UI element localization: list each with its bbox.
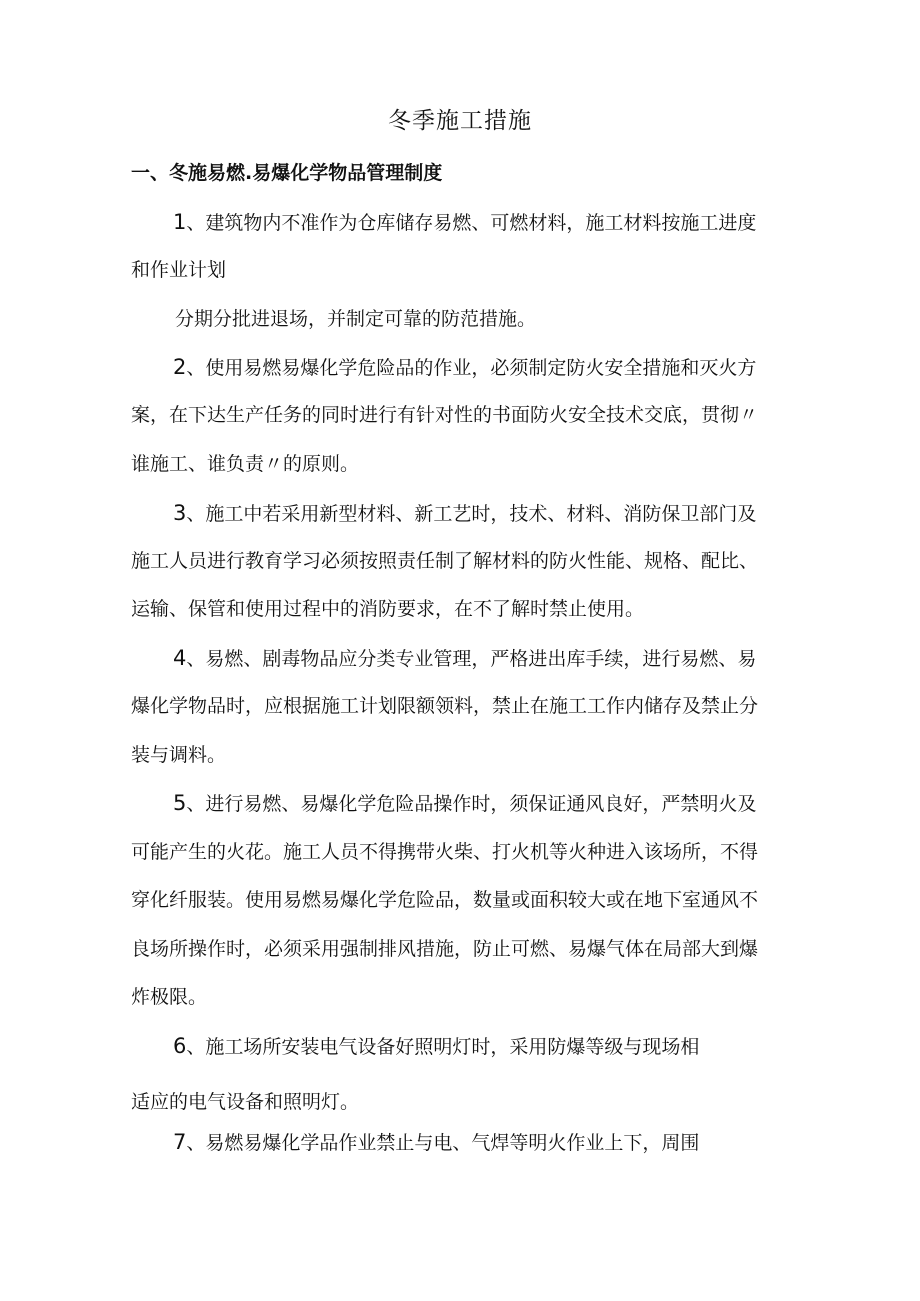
paragraph-1-line-2: 和作业计划 [131, 259, 227, 281]
paragraph-4-line-1 [173, 643, 756, 674]
paragraph-6-line-2: 适应的电气设备和照明灯。 [131, 1091, 360, 1113]
paragraph-5-number: 5 [173, 791, 187, 815]
paragraph-2-line-2: 案，在下达生产任务的同时进行有针对性的书面防火安全技术交底，贯彻〃 [131, 404, 759, 426]
paragraph-5-line-2: 可能产生的火花。施工人员不得携带火柴、打火机等火种进入该场所，不得 [131, 841, 759, 863]
paragraph-3-number: 3 [173, 501, 187, 525]
paragraph-3-text: 、施工中若采用新型材料、新工艺时，技术、材料、消防保卫部门及 [186, 503, 757, 525]
paragraph-3-line-1 [173, 498, 756, 529]
paragraph-2-line-1 [173, 352, 756, 383]
section-heading: 一、冬施易燃.易爆化学物品管理制度 [131, 162, 443, 184]
paragraph-2-number: 2 [173, 355, 187, 379]
paragraph-3-line-2: 施工人员进行教育学习必须按照责任制了解材料的防火性能、规格、配比、 [131, 550, 759, 572]
paragraph-5-line-1 [173, 788, 756, 819]
paragraph-7-text: 、易燃易爆化学品作业禁止与电、气焊等明火作业上下，周围 [186, 1132, 700, 1154]
paragraph-1-line-1 [173, 207, 756, 238]
paragraph-6-line-1 [173, 1031, 699, 1062]
paragraph-1-number: 1 [173, 210, 187, 234]
paragraph-5-text: 、进行易燃、易爆化学危险品操作时，须保证通风良好，严禁明火及 [186, 793, 757, 815]
paragraph-6-number: 6 [173, 1034, 187, 1058]
paragraph-5-line-3: 穿化纤服装。使用易燃易爆化学危险品，数量或面积较大或在地下室通风不 [131, 889, 759, 911]
paragraph-7-number: 7 [173, 1130, 187, 1154]
paragraph-1-line-3: 分期分批进退场，并制定可靠的防范措施。 [175, 308, 537, 330]
paragraph-1-text: 、建筑物内不准作为仓库储存易燃、可燃材料，施工材料按施工进度 [186, 212, 757, 234]
paragraph-5-line-5: 炸极限。 [131, 986, 208, 1008]
paragraph-7-line-1 [173, 1127, 699, 1158]
paragraph-4-text: 、易燃、剧毒物品应分类专业管理，严格进出库手续，进行易燃、易 [186, 648, 757, 670]
paragraph-4-line-3: 装与调料。 [131, 744, 227, 766]
paragraph-2-line-3: 谁施工、谁负责〃的原则。 [131, 453, 360, 475]
document-title: 冬季施工措施 [388, 108, 532, 134]
paragraph-5-line-4: 良场所操作时，必须采用强制排风措施，防止可燃、易爆气体在局部大到爆 [131, 938, 759, 960]
paragraph-4-number: 4 [173, 646, 187, 670]
paragraph-2-text: 、使用易燃易爆化学危险品的作业，必须制定防火安全措施和灭火方 [186, 357, 757, 379]
paragraph-6-text: 、施工场所安装电气设备好照明灯时，采用防爆等级与现场相 [186, 1036, 700, 1058]
paragraph-4-line-2: 爆化学物品时，应根据施工计划限额领料，禁止在施工工作内储存及禁止分 [131, 695, 759, 717]
paragraph-3-line-3: 运输、保管和使用过程中的消防要求，在不了解时禁止使用。 [131, 598, 645, 620]
